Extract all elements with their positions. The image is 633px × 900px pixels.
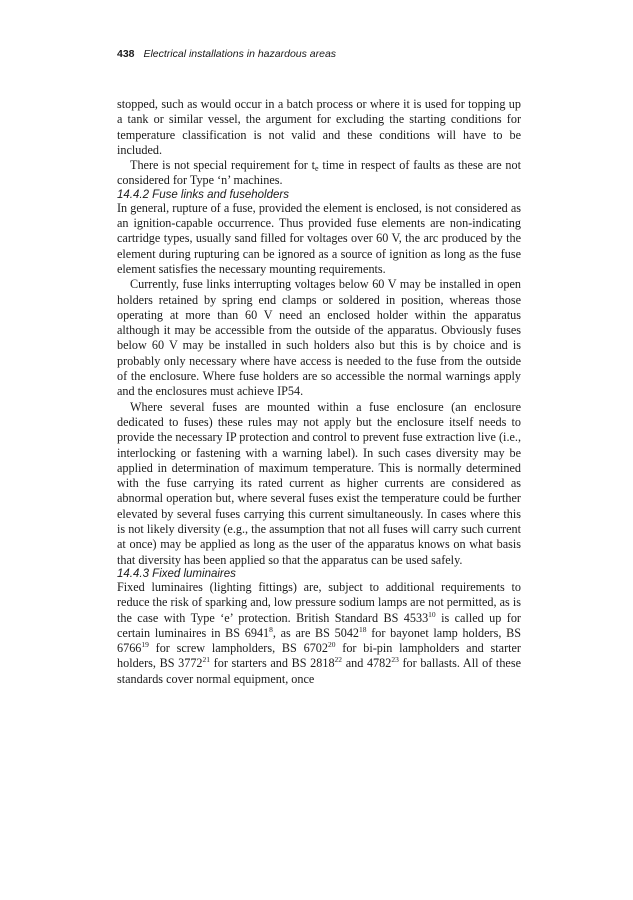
book-page (117, 40, 521, 687)
fuse-section-text (117, 201, 521, 568)
paragraph: stopped, such as would occur in a batch process or where it is used for topping up a tank or similar vessel, the argument for excluding the starting conditions for temperature classification is not valid and these conditions will have to be included. (117, 97, 521, 157)
section-heading-fuse-links: 14.4.2 Fuse links and fuseholders (117, 188, 289, 201)
reference-marker: 22 (334, 655, 343, 665)
paragraph: In general, rupture of a fuse, provided the element is enclosed, is not considered as an ignition-capable occurrence. Thus provided fuse elements are non-indicating cartridge types, usually sand filled for voltages over 60 V, the arc produced by the element during rupturing can be ignored as a source of ignition as long as the fuse element satisfies the necessary mounting requirements. (117, 200, 521, 276)
reference-marker: 20 (327, 640, 336, 650)
reference-marker: 8 (269, 624, 273, 634)
reference-marker: 23 (391, 655, 399, 665)
paragraph: Currently, fuse links interrupting voltages below 60 V may be installed in open holders retained by spring end clamps or soldered in position, whereas those operating at more than 60 V need an enclosed holder within the apparatus although it may be accessible from the outside of the apparatus. Obviously fuses below 60 V may be installed in such holders also but this is by choice and is probably only necessary where have access is needed to the fuse from the outside of the enclosure. Where fuse holders are so accessible the normal warnings apply and the enclosures must achieve IP54. (117, 277, 521, 399)
running-title: Electrical installations in hazardous areas (143, 48, 337, 60)
section-heading-fixed-luminaires: 14.4.3 Fixed luminaires (117, 567, 236, 580)
paragraph: Fixed luminaires (lighting fittings) are, subject to additional requirements to reduce the risk of sparking and, low pressure sodium lamps are not permitted, as is the case with Type ‘e’ protection. British Standard BS 4533$^{10}$ is called up for certain luminaires in BS 6941$^8$, as are BS 5042$^{18}$ for bayonet lamp holders, BS 6766$^{19}$ for screw lampholders, BS 6702$^{20}$ for bi-pin lampholders and starter holders, BS 3772$^{21}$ for starters and BS 2818$^{22}$ and 4782$^{23}$ for ballasts. All of these standards cover normal equipment, once (117, 579, 521, 686)
paragraph: There is not special requirement for $t_e$ time in respect of faults as these are not considered for Type ‘n’ machines. (117, 158, 521, 188)
page-number: 438 (117, 48, 135, 60)
reference-marker: 19 (141, 640, 149, 650)
paragraph: Where several fuses are mounted within a fuse enclosure (an enclosure dedicated to fuses) these rules may not apply but the enclosure itself needs to provide the necessary IP protection and control to prevent fuse extraction live (i.e., interlocking or fastening with a warning label). In such cases diversity may be applied in determination of maximum temperature. This is normally determined with the fuse carrying its rated current as higher currents are considered as abnormal operation but, where several fuses exist the temperature could be further elevated by several fuses carrying this current simultaneously. In cases where this is not likely diversity (e.g., the assumption that not all fuses will carry such current at once) may be applied as long as the user of the apparatus knows on what basis that diversity has been applied so that the apparatus can be used safely. (117, 399, 521, 567)
running-header (117, 48, 521, 68)
reference-marker: 21 (202, 655, 211, 665)
reference-marker: 10 (428, 609, 436, 619)
intro-text (117, 97, 521, 189)
luminaires-section-text (117, 580, 521, 687)
reference-marker: 18 (359, 624, 367, 634)
